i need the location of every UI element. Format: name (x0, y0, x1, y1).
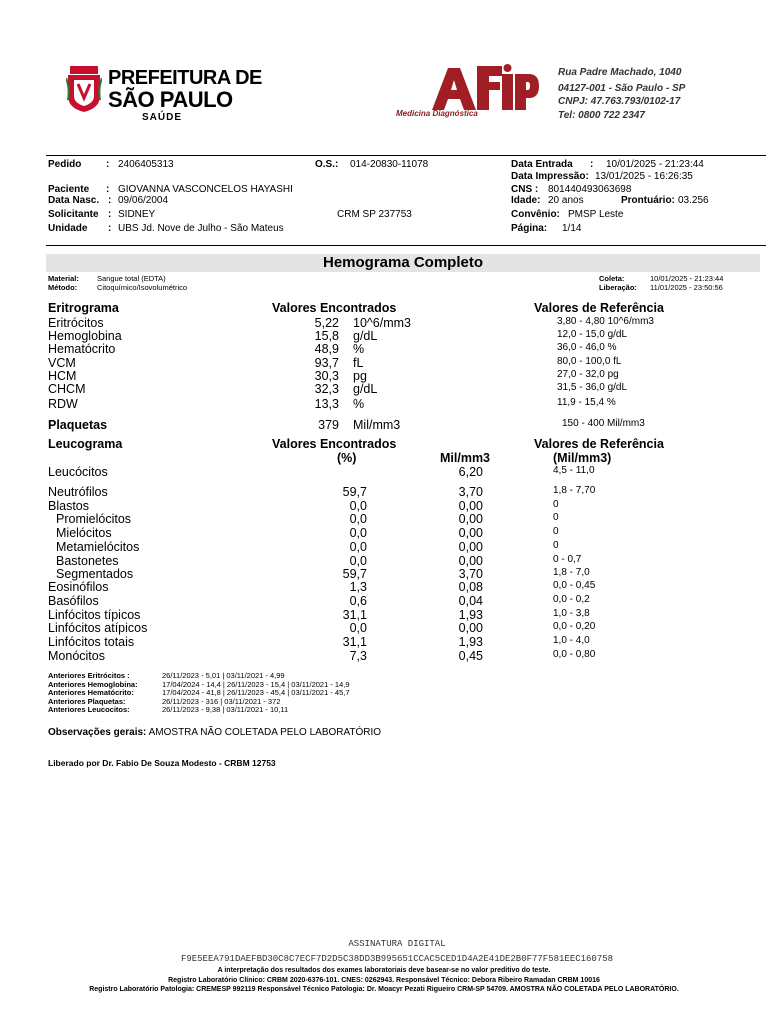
eritrograma-ref-header: Valores de Referência (534, 301, 664, 315)
eritrograma-row-name: HCM (48, 369, 77, 383)
leucograma-row-ref: 1,8 - 7,70 (553, 485, 596, 496)
leucograma-row-pct: 0,0 (349, 554, 367, 568)
data-entrada-value: 10/01/2025 - 21:23:44 (606, 159, 704, 170)
eritrograma-row-ref: 80,0 - 100,0 fL (557, 356, 622, 367)
leucograma-row-ref: 0,0 - 0,80 (553, 649, 596, 660)
eritrograma-row-name: Eritrócitos (48, 316, 104, 330)
anteriores-value: 26/11/2023 - 5,01 | 03/11/2021 - 4,99 (162, 671, 285, 680)
leucograma-ref-unit-header: (Mil/mm3) (553, 451, 612, 465)
leucograma-row-ref: 0 - 0,7 (553, 554, 582, 565)
eritrograma-row-ref: 11,9 - 15,4 % (557, 397, 616, 408)
eritrograma-row-ref: 3,80 - 4,80 10^6/mm3 (557, 316, 654, 327)
prefeitura-line2: SÃO PAULO (108, 87, 233, 112)
leucograma-row-mil: 1,93 (458, 635, 483, 649)
eritrograma-row-ref: 36,0 - 46,0 % (557, 342, 617, 353)
afip-wordmark-icon (396, 64, 541, 112)
leucograma-row-mil: 0,00 (458, 621, 483, 635)
eritrograma-row-ref: 31,5 - 36,0 g/dL (557, 382, 628, 393)
anteriores-value: 17/04/2024 - 14,4 | 26/11/2023 - 15,4 | 03/11/2021 - 14,9 (162, 679, 350, 689)
leucocitos-mil: 6,20 (458, 465, 483, 479)
data-impressao-label: Data Impressão: (511, 171, 589, 182)
leucograma-row-name: Blastos (48, 499, 89, 513)
leucograma-row-name: Basófilos (48, 594, 99, 608)
anteriores-label: Anteriores Eritrócitos : (48, 671, 130, 680)
plaquetas-name: Plaquetas (48, 418, 108, 432)
eritrograma-row-value: 5,22 (314, 316, 339, 330)
observacoes-label: Observações gerais: (48, 727, 147, 738)
prefeitura-line3: SAÚDE (142, 112, 183, 123)
unidade-label: Unidade (48, 223, 88, 234)
leucograma-row-ref: 0,0 - 0,20 (553, 621, 596, 632)
leucograma-row-name: Linfócitos totais (48, 635, 135, 649)
eritrograma-row-unit: % (353, 397, 365, 411)
anteriores-label: Anteriores Hematócrito: (48, 688, 134, 697)
convenio-value: PMSP Leste (568, 209, 624, 220)
solicitante-label: Solicitante (48, 209, 99, 220)
leucograma-row-pct: 31,1 (342, 635, 367, 649)
leucograma-row-name: Segmentados (56, 567, 134, 581)
footer-line-1: A interpretação dos resultados dos exames laboratoriais deve basear-se no valor preditivo do teste. (217, 967, 551, 974)
data-impressao-value: 13/01/2025 - 16:26:35 (595, 171, 693, 182)
anteriores-value: 26/11/2023 - 9,38 | 03/11/2021 - 10,11 (162, 705, 289, 714)
leucograma-row-mil: 3,70 (458, 485, 483, 499)
leucograma-row-mil: 0,00 (458, 540, 483, 554)
leucograma-row-name: Linfócitos atípicos (48, 621, 148, 635)
colon: : (106, 159, 110, 170)
plaquetas-ref: 150 - 400 Mil/mm3 (562, 418, 645, 429)
observacoes-line (48, 727, 381, 738)
leucograma-row-pct: 0,6 (349, 594, 367, 608)
leucograma-row-name: Monócitos (48, 649, 105, 663)
colon: : (108, 223, 112, 234)
leucograma-values-header: Valores Encontrados (272, 437, 397, 451)
unidade-value: UBS Jd. Nove de Julho - São Mateus (118, 223, 284, 234)
leucograma-row-pct: 0,0 (349, 526, 367, 540)
paciente-label: Paciente (48, 184, 90, 195)
liberado-por: Liberado por Dr. Fabio De Souza Modesto - CRBM 12753 (48, 758, 276, 768)
leucograma-row-mil: 0,00 (458, 512, 483, 526)
metodo-value: Citoquímico/Isovolumétrico (97, 283, 188, 292)
leucocitos-name: Leucócitos (48, 465, 108, 479)
leucograma-row-pct: 0,0 (349, 540, 367, 554)
eritrograma-row-unit: % (353, 342, 365, 356)
exam-title-bar (46, 254, 760, 272)
address-line-2: 04127-001 - São Paulo - SP (558, 83, 686, 94)
leucograma-row-ref: 0 (553, 499, 559, 510)
pagina-value: 1/14 (562, 223, 582, 234)
idade-value: 20 anos (548, 195, 584, 206)
os-value: 014-20830-11078 (350, 159, 429, 170)
assinatura-digital-label: ASSINATURA DIGITAL (348, 939, 446, 949)
eritrograma-row-ref: 12,0 - 15,0 g/dL (557, 329, 628, 340)
sao-paulo-seal-icon (66, 66, 102, 112)
material-label: Material: (48, 274, 79, 283)
anteriores-value: 17/04/2024 - 41,8 | 26/11/2023 - 45,4 | 03/11/2021 - 45,7 (162, 688, 350, 697)
leucograma-row-ref: 0 (553, 512, 559, 523)
crm-value: CRM SP 237753 (337, 209, 412, 220)
prontuario-value: 03.256 (678, 195, 709, 206)
footer-line-2: Registro Laboratório Clínico: CRBM 2020-6376-101. CNES: 0262943. Responsável Técnico: Debora Ribeiro Ramadan CRBM 10016 (168, 977, 600, 984)
leucograma-row-pct: 0,0 (349, 512, 367, 526)
anteriores-label: Anteriores Leucocitos: (48, 705, 130, 714)
eritrograma-row-unit: g/dL (353, 382, 378, 396)
eritrograma-row-unit: g/dL (353, 329, 378, 343)
paciente-value: GIOVANNA VASCONCELOS HAYASHI (118, 184, 293, 195)
anteriores-value: 26/11/2023 - 316 | 03/11/2021 - 372 (162, 696, 281, 706)
leucograma-row-ref: 1,8 - 7,0 (553, 567, 590, 578)
plaquetas-unit: Mil/mm3 (353, 418, 401, 432)
solicitante-value: SIDNEY (118, 209, 156, 220)
eritrograma-row-name: RDW (48, 397, 78, 411)
leucograma-mil-header: Mil/mm3 (440, 451, 491, 465)
leucograma-row-mil: 0,00 (458, 526, 483, 540)
leucograma-row-name: Bastonetes (56, 554, 119, 568)
leucograma-row-ref: 0 (553, 526, 559, 537)
eritrograma-row-unit: 10^6/mm3 (353, 316, 411, 330)
leucograma-row-mil: 3,70 (458, 567, 483, 581)
idade-label: Idade: (511, 195, 541, 206)
convenio-label: Convênio: (511, 209, 560, 220)
leucograma-row-name: Neutrófilos (48, 485, 108, 499)
leucograma-row-name: Linfócitos típicos (48, 608, 141, 622)
address-line-4: Tel: 0800 722 2347 (558, 110, 645, 121)
eritrograma-title: Eritrograma (48, 301, 119, 315)
leucograma-row-name: Promielócitos (56, 512, 132, 526)
leucograma-row-name: Metamielócitos (56, 540, 140, 554)
header-top-rule (46, 155, 766, 156)
leucocitos-ref: 4,5 - 11,0 (553, 465, 595, 476)
leucograma-row-pct: 7,3 (349, 649, 367, 663)
address-line-1: Rua Padre Machado, 1040 (558, 67, 682, 78)
eritrograma-row-ref: 27,0 - 32,0 pg (557, 369, 619, 380)
colon: : (108, 195, 112, 206)
material-value: Sangue total (EDTA) (97, 274, 166, 283)
leucograma-row-mil: 0,45 (458, 649, 483, 663)
colon: : (108, 209, 112, 220)
liberacao-value: 11/01/2025 - 23:50:56 (650, 283, 723, 292)
data-entrada-label: Data Entrada (511, 159, 573, 170)
leucograma-row-pct: 59,7 (342, 567, 367, 581)
eritrograma-row-name: CHCM (48, 382, 86, 396)
eritrograma-row-unit: pg (353, 369, 367, 383)
coleta-label: Coleta: (599, 274, 625, 283)
leucograma-row-ref: 0,0 - 0,2 (553, 594, 590, 605)
eritrograma-row-name: Hematócrito (48, 342, 116, 356)
eritrograma-row-value: 48,9 (314, 342, 339, 356)
eritrograma-row-value: 30,3 (314, 369, 339, 383)
leucograma-row-pct: 31,1 (342, 608, 367, 622)
metodo-label: Método: (48, 283, 78, 292)
pedido-label: Pedido (48, 159, 82, 170)
signature-hash: F9E5EEA791DAEFBD30C8C7ECF7D2D5C38DD3B995651CCAC5CED1D4A2E41DE2B0F77F581EEC160758 (180, 954, 614, 964)
liberacao-label: Liberação: (599, 283, 637, 292)
cns-value: 801440493063698 (548, 184, 632, 195)
nasc-value: 09/06/2004 (118, 195, 169, 206)
eritrograma-row-name: Hemoglobina (48, 329, 122, 343)
colon: : (590, 159, 594, 170)
eritrograma-row-name: VCM (48, 356, 76, 370)
eritrograma-row-value: 13,3 (314, 397, 339, 411)
nasc-label: Data Nasc. (48, 195, 100, 206)
header-bottom-rule (46, 245, 766, 246)
footer-line-3: Registro Laboratório Patologia: CREMESP 992119 Responsável Técnico Patologia: Dr. Moacyr Pezati Rigueiro CRM-SP 54709. AMOSTRA NÃO COLETADA PELO LABORATÓRIO. (89, 986, 679, 993)
eritrograma-row-unit: fL (353, 356, 364, 370)
leucograma-row-name: Eosinófilos (48, 580, 109, 594)
leucograma-row-ref: 0,0 - 0,45 (553, 580, 596, 591)
prontuario-label: Prontuário: (621, 195, 675, 206)
leucograma-ref-header: Valores de Referência (534, 437, 664, 451)
leucograma-row-mil: 0,00 (458, 554, 483, 568)
eritrograma-row-value: 93,7 (314, 356, 339, 370)
leucograma-row-pct: 1,3 (349, 580, 367, 594)
leucograma-row-ref: 1,0 - 4,0 (553, 635, 590, 646)
leucograma-row-ref: 1,0 - 3,8 (553, 608, 590, 619)
coleta-value: 10/01/2025 - 21:23:44 (650, 274, 724, 283)
leucograma-row-pct: 0,0 (349, 621, 367, 635)
leucograma-pct-header: (%) (337, 451, 357, 465)
anteriores-label: Anteriores Hemoglobina: (48, 679, 138, 689)
leucograma-row-mil: 1,93 (458, 608, 483, 622)
leucograma-row-pct: 59,7 (342, 485, 367, 499)
leucograma-row-mil: 0,04 (458, 594, 483, 608)
address-line-3: CNPJ: 47.763.793/0102-17 (558, 96, 681, 107)
observacoes-value: AMOSTRA NÃO COLETADA PELO LABORATÓRIO (148, 727, 382, 738)
cns-label: CNS : (511, 184, 539, 195)
eritrograma-values-header: Valores Encontrados (272, 301, 397, 315)
pagina-label: Página: (511, 223, 548, 234)
prefeitura-line1: PREFEITURA DE (108, 67, 262, 89)
afip-logo (396, 64, 541, 124)
leucograma-row-ref: 0 (553, 540, 559, 551)
plaquetas-value: 379 (318, 418, 339, 432)
exam-title: Hemograma Completo (322, 254, 484, 271)
leucograma-title: Leucograma (48, 437, 123, 451)
anteriores-label: Anteriores Plaquetas: (48, 696, 126, 706)
leucograma-row-name: Mielócitos (56, 526, 112, 540)
eritrograma-row-value: 32,3 (314, 382, 339, 396)
leucograma-row-mil: 0,08 (458, 580, 483, 594)
os-label: O.S.: (315, 159, 339, 170)
colon: : (106, 184, 110, 195)
pedido-value: 2406405313 (118, 159, 174, 170)
leucograma-row-mil: 0,00 (458, 499, 483, 513)
eritrograma-row-value: 15,8 (314, 329, 339, 343)
afip-subtitle: Medicina Diagnóstica (396, 109, 478, 118)
prefeitura-logo (66, 66, 266, 126)
leucograma-row-pct: 0,0 (349, 499, 367, 513)
